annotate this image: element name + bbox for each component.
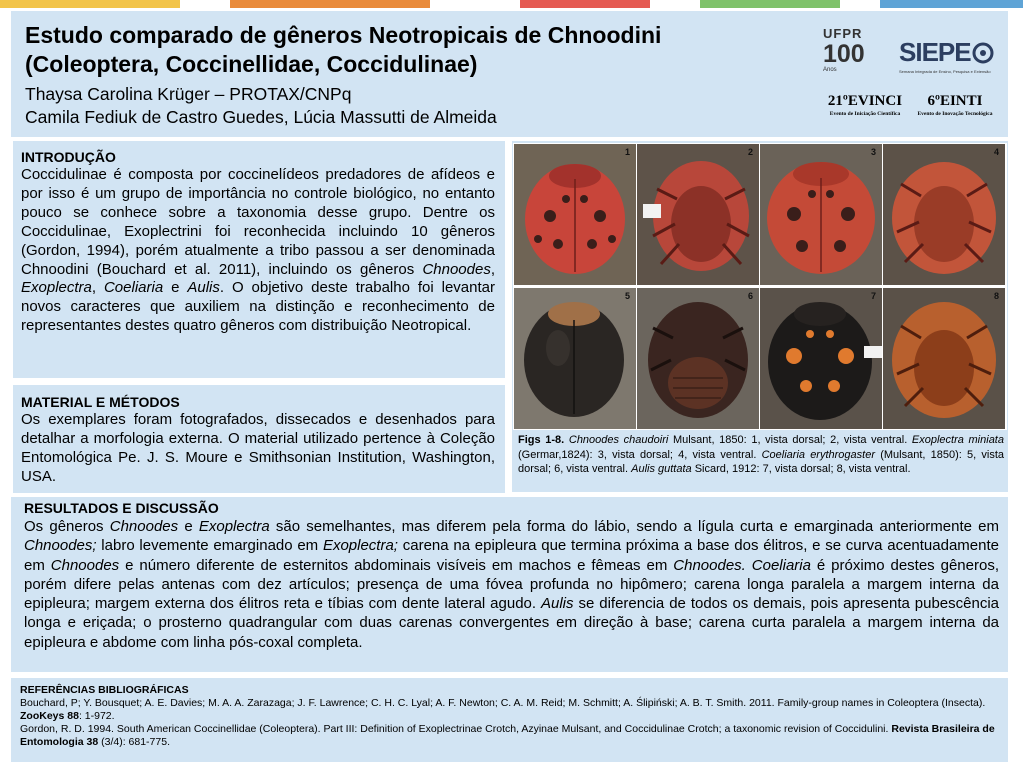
title-line-2: (Coleoptera, Coccinellidae, Coccidulinae) xyxy=(25,51,478,77)
methods-text xyxy=(21,393,495,487)
introduction-panel xyxy=(13,141,505,378)
results-text-2: e xyxy=(178,518,199,535)
siepe-logo: SIEPE xyxy=(899,37,971,67)
evinci-logo-name: 21ºEVINCI xyxy=(827,93,903,109)
results-text-4: labro levemente emarginado em xyxy=(96,537,323,555)
introduction-heading: INTRODUÇÃO xyxy=(21,149,116,165)
results-text xyxy=(24,499,999,652)
top-stripe-5 xyxy=(880,0,1023,8)
photo-number-1: 1 xyxy=(624,147,630,157)
intro-sep-3: e xyxy=(163,279,188,297)
reference-1 xyxy=(20,697,998,723)
caption-text-4: Sicard, 1912: 7, vista dorsal; 8, vista ventral. xyxy=(691,463,911,476)
results-panel xyxy=(11,497,1008,672)
references-text xyxy=(20,684,998,749)
author-line-2: Camila Fediuk de Castro Guedes, Lúcia Massutti de Almeida xyxy=(25,107,497,127)
results-italic-1: Chnoodes xyxy=(109,518,179,535)
results-heading: RESULTADOS E DISCUSSÃO xyxy=(24,500,219,516)
caption-text-1: Mulsant, 1850: 1, vista dorsal; 2, vista ventral. xyxy=(668,434,912,446)
ufpr-logo-name: UFPR xyxy=(823,26,863,41)
evinci-logo-label: Evento de Iniciação Científica xyxy=(829,111,901,117)
genus-chnoodes: Chnoodes xyxy=(422,260,491,278)
results-italic-7: Aulis xyxy=(541,595,574,613)
beetle-image-2 xyxy=(637,144,759,285)
authors xyxy=(25,83,805,129)
photo-number-3: 3 xyxy=(870,147,876,157)
beetle-image-5 xyxy=(514,288,636,429)
results-text-3: são semelhantes, mas diferem pela forma do lábio, sendo a lígula curta e emarginada anteriormente em xyxy=(269,518,1000,535)
results-text-5: carena na epipleura que termina próxima a base dos élitros, e se curva acentuadamente em xyxy=(24,537,999,574)
references-heading: REFERÊNCIAS BIBLIOGRÁFICAS xyxy=(20,684,189,696)
photo-number-2: 2 xyxy=(747,147,753,157)
beetle-image-3 xyxy=(760,144,882,285)
reference-2-journal: Revista Brasileira de Entomologia 38 xyxy=(20,723,995,749)
caption-label: Figs 1-8. xyxy=(518,434,565,446)
einti-logo-name: 6ºEINTI xyxy=(927,93,983,109)
photo-4-exoplectra-ventral xyxy=(883,144,1005,285)
ufpr-logo-years: 100 xyxy=(823,40,865,68)
reference-2-text: Gordon, R. D. 1994. South American Coccinellidae (Coleoptera). Part III: Definition of Exoplectrinae Crotch, Azyinae Mulsant, and Coccidulinae Crotch; a taxonomic revision of Coccidulini. xyxy=(20,723,892,736)
figure-caption xyxy=(518,433,1004,477)
siepe-logo-subtitle: Semana Integrada de Ensino, Pesquisa e Extensão xyxy=(899,69,991,74)
results-italic-3: Chnoodes; xyxy=(24,537,97,555)
einti-logo-label: Evento de Inovação Tecnológica xyxy=(917,111,993,117)
introduction-text xyxy=(21,148,495,336)
siepe-gear-icon xyxy=(971,41,995,65)
photo-number-8: 8 xyxy=(993,291,999,301)
methods-paragraph: Os exemplares foram fotografados, dissecados e desenhados para detalhar a morfologia externa. O material utilizado pertence à Coleção Entomológica Pe. J. S. Moure e Smithsonian Institution, Washington, USA. xyxy=(21,411,495,485)
poster-title xyxy=(25,21,805,79)
caption-text-3: (Mulsant, 1850): 5, vista dorsal; 6, vista ventral. xyxy=(518,448,1004,476)
beetle-image-7 xyxy=(760,288,882,429)
photo-grid xyxy=(513,143,1007,430)
reference-2-pages: (3/4): 681-775. xyxy=(98,736,170,749)
intro-paragraph-1: Coccidulinae é composta por coccinelídeos predadores de afídeos e por isso é um grupo de importância no controle biológico, no entanto pouco se conhece sobre a taxonomia desse grupo. Dentre os Coccidulinae, Exoplectrini foi reconhecida incluindo 10 gêneros (Gordon, 1994), porém atualmente a tribo passou a ser denominada Chnoodini (Bouchard et al. 2011), incluindo os gêneros xyxy=(21,166,495,278)
beetle-image-1 xyxy=(514,144,636,285)
caption-species-2: Exoplectra miniata xyxy=(911,434,1004,446)
top-stripe-4 xyxy=(700,0,840,8)
reference-2 xyxy=(20,723,998,749)
photo-number-7: 7 xyxy=(870,291,876,301)
logos xyxy=(821,21,1001,133)
intro-sep-1: , xyxy=(490,260,495,278)
top-stripe-3 xyxy=(520,0,650,8)
caption-species-3: Coeliaria erythrogaster xyxy=(761,448,876,461)
evinci-logo xyxy=(821,91,909,118)
reference-1-text: Bouchard, P; Y. Bousquet; A. E. Davies; M. A. A. Zarazaga; J. F. Lawrence; C. H. C. Lyal; A. F. Newton; C. A. M. Reid; M. Schmitt; A. Ślipiński; A. B. T. Smith. 2011. Family-group names in Coleoptera (Insecta). xyxy=(20,697,986,709)
photo-number-5: 5 xyxy=(624,291,630,301)
intro-paragraph-2: . O objetivo deste trabalho foi levantar novos caracteres que auxiliem na distinção e reconhecimento de representantes destes quatro gêneros com distribuição Neotropical. xyxy=(21,279,495,335)
einti-logo xyxy=(911,91,999,118)
results-italic-6: Chnoodes. Coeliaria xyxy=(673,556,811,574)
photo-5-coeliaria-dorsal xyxy=(514,288,636,429)
reference-1-journal: ZooKeys 88 xyxy=(20,710,79,723)
results-italic-2: Exoplectra xyxy=(198,518,270,535)
photo-6-coeliaria-ventral xyxy=(637,288,759,429)
results-italic-4: Exoplectra; xyxy=(322,537,398,555)
methods-panel xyxy=(13,385,505,493)
methods-heading: MATERIAL E MÉTODOS xyxy=(21,394,180,410)
photo-3-exoplectra-dorsal xyxy=(760,144,882,285)
ufpr-logo xyxy=(823,27,881,79)
genus-exoplectra: Exoplectra xyxy=(21,279,92,297)
photo-number-4: 4 xyxy=(993,147,999,157)
top-stripe-1 xyxy=(0,0,180,8)
figure-panel xyxy=(512,141,1008,492)
genus-coeliaria: Coeliaria xyxy=(103,279,164,297)
beetle-image-8 xyxy=(883,288,1005,429)
results-text-1: Os gêneros xyxy=(24,518,110,535)
caption-species-4: Aulis guttata xyxy=(631,463,692,476)
photo-7-aulis-dorsal xyxy=(760,288,882,429)
top-stripe-2 xyxy=(230,0,430,8)
genus-aulis: Aulis xyxy=(187,279,220,297)
results-italic-5: Chnoodes xyxy=(50,556,120,574)
caption-text-2: (Germar,1824): 3, vista dorsal; 4, vista ventral. xyxy=(518,448,762,461)
results-text-6: e número diferente de esternitos abdominais visíveis em machos e fêmeas em xyxy=(119,556,674,574)
references-panel xyxy=(11,678,1008,762)
beetle-image-6 xyxy=(637,288,759,429)
results-text-8: se diferencia de todos os demais, pois apresenta pubescência longa e eriçada; o prosterno quadrangular com duas carenas convergentes em direção à base; carena curta paralela a margem interna da epipleura e abdome com linha pós-coxal completa. xyxy=(24,595,1000,651)
beetle-image-4 xyxy=(883,144,1005,285)
author-line-1: Thaysa Carolina Krüger – PROTAX/CNPq xyxy=(25,84,352,104)
photo-2-chnoodes-ventral xyxy=(637,144,759,285)
photo-8-aulis-ventral xyxy=(883,288,1005,429)
reference-1-pages: : 1-972. xyxy=(78,710,115,723)
photo-1-chnoodes-dorsal xyxy=(514,144,636,285)
photo-number-6: 6 xyxy=(747,291,753,301)
ufpr-logo-anos: Anos xyxy=(823,67,837,73)
title-panel xyxy=(11,11,1008,137)
title-line-1: Estudo comparado de gêneros Neotropicais de Chnoodini xyxy=(25,22,662,48)
intro-sep-2: , xyxy=(91,279,104,297)
results-text-7: é próximo destes gêneros, porém difere pelas antenas com dez artículos; presença de uma fóvea profunda no hipômero; carena longa paralela a margem interna da epipleura; margem externa dos élitros reta e tíbias com dente lateral agudo. xyxy=(24,556,999,613)
caption-species-1: Chnoodes chaudoiri xyxy=(568,434,669,446)
